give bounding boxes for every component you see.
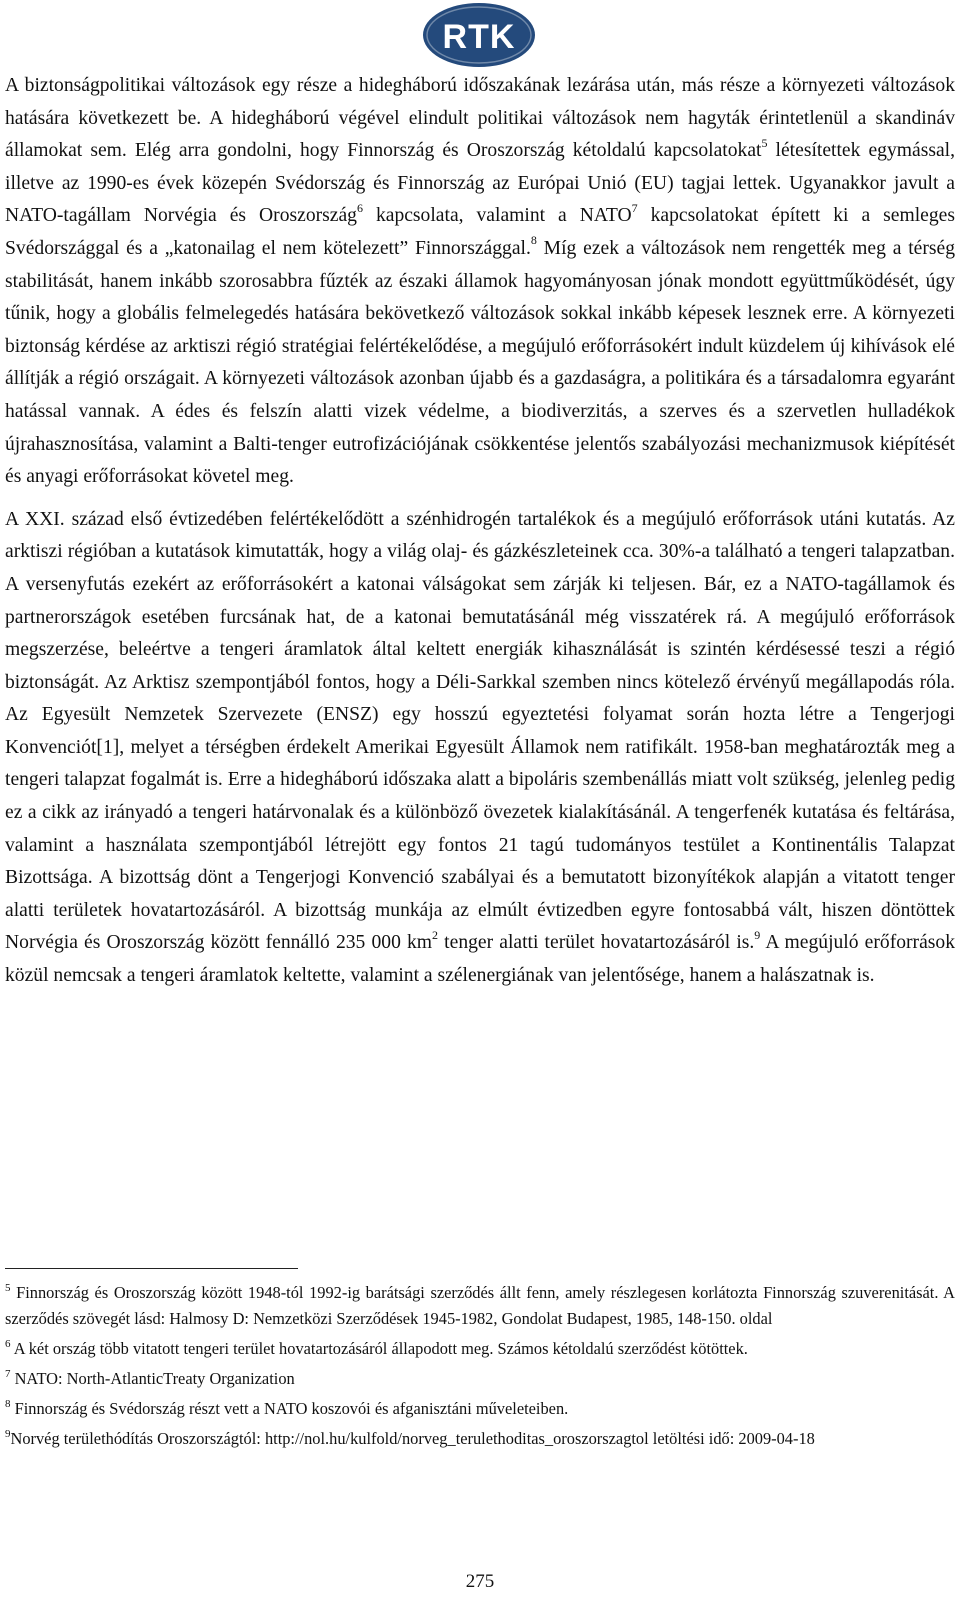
- footnote-ref-6[interactable]: 6: [356, 200, 363, 215]
- footnote-ref-7[interactable]: 7: [631, 200, 638, 215]
- footnote-6: $^6$ A két ország több vitatott tengeri terület hovatartozásáról állapodott meg. Számos kétoldalú szerződést kötöttek.: [5, 1337, 748, 1358]
- main-text: [5, 70, 955, 993]
- superscript-squared: 2: [432, 927, 439, 942]
- footnote-5: $^5$ Finnország és Oroszország között 1948-tól 1992-ig barátsági szerződés állt fenn, amely részlegesen korlátozta Finnország szuverenitását. A szerződés szövegét lásd: Halmosy D: Nemzetközi Szerződések 1945-1982, Gondolat Budapest, 1985, 148-150. oldal: [5, 1281, 955, 1328]
- paragraph-2: A XXI. század első évtizedében felértékelődött a szénhidrogén tartalékok és a megújuló erőforrások utáni kutatás. Az arktiszi régióban a kutatások kimutatták, hogy a világ olaj- és gázkészleteinek cca. 30%-a található a tengeri talapzatban. A versenyfutás ezekért az erőforrásokért a katonai válságokat sem zárják ki teljesen. Bár, ez a NATO-tagállamok és partnerországok esetében furcsának hat, de a katonai bemutatásánál még visszatérek rá. A megújuló erőforrások megszerzése, beleértve a tengeri áramlatok által keltett energiák kihasználását is szintén kérdésessé teszi a régió biztonságát. Az Arktisz szempontjából fontos, hogy a Déli-Sarkkal szemben nincs kötelező érvényű megállapodás róla. Az Egyesült Nemzetek Szervezete (ENSZ) egy hosszú egyeztetési folyamat során hozta létre a Tengerjogi Konvenciót[1], melyet a térségben érdekelt Amerikai Egyesült Államok nem ratifikált. 1958-ban meghatározták meg a tengeri talapzat fogalmát is. Erre a hidegháború időszaka alatt a bipoláris szembenállás miatt volt szükség, jelenleg pedig ez a cikk az irányadó a tengeri határvonalak és a különböző övezetek kialakításánál. A tengerfenék kutatása és feltárása, valamint a használata szempontjából létrejött egy fontos 21 tagú tudományos testület a Kontinentális Talapzat Bizottsága. A bizottság dönt a Tengerjogi Konvenció szabályai és a bemutatott bizonyítékok alapján a vitatott tenger alatti területek hovatartozásáról. A bizottság munkája az elmúlt évtizedben egyre fontosabbá vált, hiszen döntöttek Norvégia és Oroszország között fennálló 235 000 $km^2$ tenger alatti terület hovatartozásáról is.$^9$ A megújuló erőforrások közül nemcsak a tengeri áramlatok keltette, valamint a szélenergiának van jelentősége, hanem a halászatnak is.: [5, 508, 955, 987]
- page-number: 275: [465, 1571, 495, 1592]
- logo-text: RTK: [442, 18, 516, 56]
- footnote-separator: [5, 1268, 298, 1269]
- footnote-ref-9[interactable]: 9: [754, 927, 761, 942]
- footnote-ref-8[interactable]: 8: [530, 233, 537, 248]
- rtk-logo: [421, 2, 537, 68]
- footnote-7: $^7$ NATO: North-AtlanticTreaty Organization: [5, 1367, 295, 1388]
- paragraph-1: A biztonságpolitikai változások egy része a hidegháború időszakának lezárása után, más része a környezeti változások hatására következett be. A hidegháború végével elindult politikai változások nem hagyták érintetlenül a skandináv államokat sem. Elég arra gondolni, hogy Finnország és Oroszország kétoldalú kapcsolatokat$^5$ létesítettek egymással, illetve az 1990-es évek közepén Svédország és Finnország az Európai Unió (EU) tagjai lettek. Ugyanakkor javult a NATO-tagállam Norvégia és Oroszország$^6$ kapcsolata, valamint a NATO$^7$ kapcsolatokat épített ki a semleges Svédországgal és a „katonailag el nem kötelezett” Finnországgal.$^8$ Míg ezek a változások nem rengették meg a térség stabilitását, hanem inkább szorosabbra fűzték az északi államok hagyományosan jónak mondott együttműködését, úgy tűnik, hogy a globális felmelegedés hatására bekövetkező változások sokkal inkább képesek lesznek erre. A környezeti biztonság kérdése az arktiszi régió stratégiai felértékelődése, a megújuló erőforrásokért indult küzdelem új kihívások elé állítják a régió országait. A környezeti változások azonban újabb és a gazdaságra, a politikára és a társadalomra egyaránt hatással vannak. A édes és felszín alatti vizek védelme, a biodiverzitás, a szerves és a szervetlen hulladékok újrahasznosítása, valamint a Balti-tenger eutrofizációjának csökkentése jelentős szabályozási mechanizmusok kiépítését és anyagi erőforrásokat követel meg.: [5, 75, 955, 488]
- footnote-ref-5[interactable]: 5: [761, 135, 768, 150]
- footnote-8: $^8$ Finnország és Svédország részt vett a NATO koszovói és afganisztáni műveleteiben.: [5, 1397, 569, 1418]
- footnotes: [5, 1280, 955, 1456]
- footnote-9: $^9$Norvég területhódítás Oroszországtól: http://nol.hu/kulfold/norveg_terulethoditas_oroszorszagtol letöltési idő: 2009-04-18: [5, 1427, 815, 1448]
